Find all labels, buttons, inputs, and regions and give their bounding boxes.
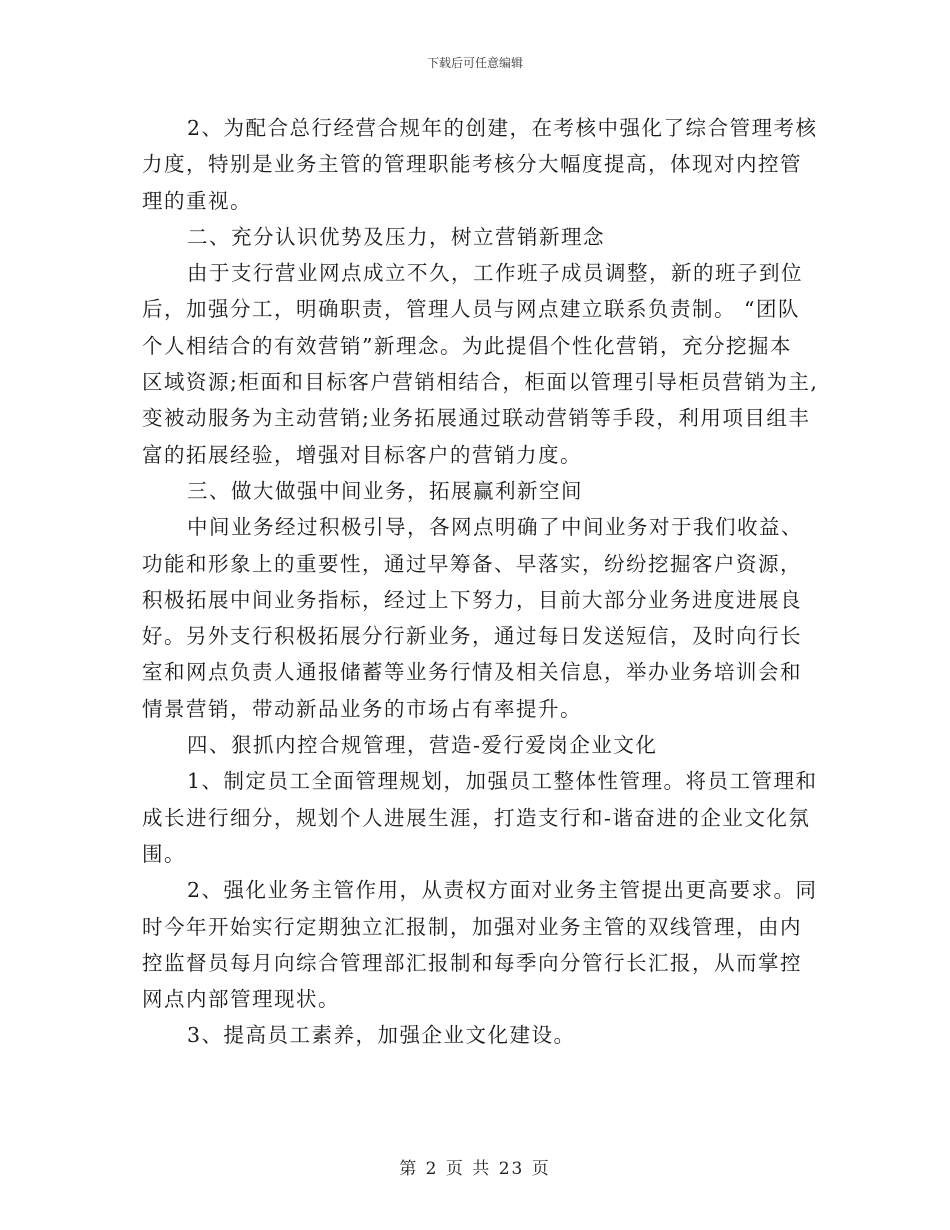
text-line: 围。 [142,841,186,866]
section-heading-4 [142,727,812,763]
page-header-note: 下载后可任意编辑 [426,56,523,70]
text-line: 时今年开始实行定期独立汇报制，加强对业务主管的双线管理，由内 [142,914,802,939]
text-line: 中间业务经过积极引导，各网点明确了中间业务对于我们收益、 [187,515,803,540]
heading-line: 二、充分认识优势及压力，树立营销新理念 [187,224,605,249]
text-line: 好。另外支行积极拓展分行新业务，通过每日发送短信，及时向行长 [142,624,802,649]
text-line: 个人相结合的有效营销”新理念。为此提倡个性化营销，充分挖掘本 [142,333,792,358]
text-line: 室和网点负责人通报储蓄等业务行情及相关信息，举办业务培训会和 [142,660,802,685]
text-line: 力度，特别是业务主管的管理职能考核分大幅度提高，体现对内控管 [142,152,802,177]
text-line: 3、提高员工素养，加强企业文化建设。 [187,1023,576,1048]
document-body [142,110,819,1054]
text-line: 区域资源;柜面和目标客户营销相结合，柜面以管理引导柜员营销为主, [142,370,819,395]
heading-line: 四、狠抓内控合规管理，营造-爱行爱岗企业文化 [187,733,658,758]
text-line: 2、强化业务主管作用，从责权方面对业务主管提出更高要求。同 [187,878,818,903]
section-heading-3 [142,473,812,509]
paragraph-4 [142,763,818,872]
text-line: 成长进行细分，规划个人进展生涯，打造支行和-谐奋进的企业文化氛 [142,805,811,830]
paragraph-6 [142,1017,812,1053]
paragraph-2 [142,255,819,473]
text-line: 由于支行营业网点成立不久，工作班子成员调整，新的班子到位 [187,261,803,286]
text-line: 积极拓展中间业务指标，经过上下努力，目前大部分业务进度进展良 [142,587,802,612]
text-line: 变被动服务为主动营销;业务拓展通过联动营销等手段，利用项目组丰 [142,406,811,431]
paragraph-1 [142,110,818,219]
text-line: 控监督员每月向综合管理部汇报制和每季向分管行长汇报，从而掌控 [142,950,802,975]
text-line: 富的拓展经验，增强对目标客户的营销力度。 [142,442,582,467]
text-line: 功能和形象上的重要性，通过早筹备、早落实，纷纷挖掘客户资源， [142,551,802,576]
text-line: 1、制定员工全面管理规划，加强员工整体性管理。将员工管理和 [187,769,818,794]
paragraph-3 [142,509,812,727]
text-line: 情景营销，带动新品业务的市场占有率提升。 [142,696,582,721]
text-line: 后，加强分工，明确职责，管理人员与网点建立联系负责制。 “团队 [142,297,800,322]
text-line: 理的重视。 [142,188,252,213]
section-heading-2 [142,219,812,255]
text-line: 网点内部管理现状。 [142,987,340,1012]
text-line: 2、为配合总行经营合规年的创建，在考核中强化了综合管理考核 [187,116,818,140]
heading-line: 三、做大做强中间业务，拓展赢利新空间 [187,478,583,503]
page-number-footer: 第 2 页 共 23 页 [399,1159,551,1179]
paragraph-5 [142,872,818,1017]
